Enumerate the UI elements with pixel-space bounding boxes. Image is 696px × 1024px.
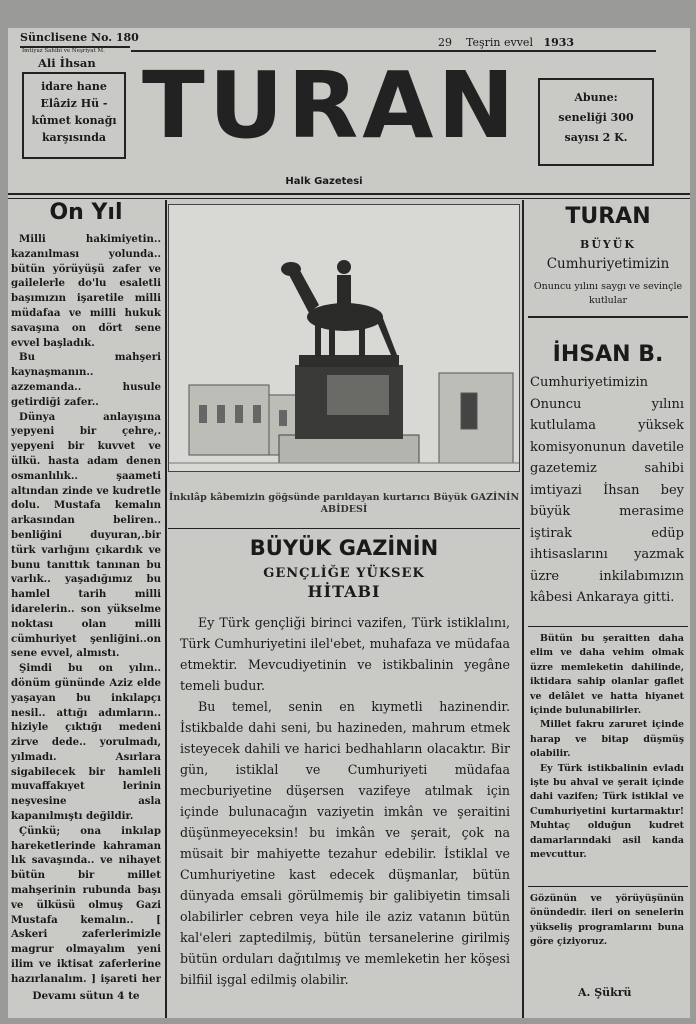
monument-illustration: [169, 205, 520, 472]
date-line: [438, 36, 574, 49]
left-paragraph: Dünya anlayışına yepyeni bir çehre,. yepyeni bir kuvvet ve ülkü. hasta adam denen osmanlılık.. şaameti altından zinde ve kudretle dolu. Mustafa kemalın arkasından beliren.. benliğini duyuran,.bir türk varlığını çıkardık ve bunu tanıttık tanınan bu varlık.. yaşadığımız bu hamlel tarih milli idarelerin.. son yükselme noktası olan milli cümhuriyet şenliğini..on sene evvel, almıstı.: [11, 410, 161, 660]
masthead-rule: [8, 193, 690, 195]
left-paragraph: Şimdi bu on yılın.. dönüm gününde Aziz elde yaşayan bu inkılapçı nesil.. attığı adımların.. hiziyle çıktığı medeni zirve dede.. yorulmadı, yılmadı. Asırlara sigabilecek bir hamleli muvaffakıyet lerinin neşvesine asla kapanılmıştı değildir.: [11, 662, 161, 823]
article-paragraph: Bu temel, senin en kıymetli hazinendir. İstikbalde dahi seni, bu hazineden, mahrum etmek isteyecek dahili ve harici bedhahların olacaktır. Bir gün, istiklal ve Cumhuriyeti müdafaa mecburiyetine düşersen vazifeye atılmak için içinde bulunacağın vaziyetin imkân ve şeraitini düşünmeyeceksin! bu imkân ve şerait, çok na müsait bir mahiyette tezahur edebilir. İstiklal ve Cumhuriyetine kast edecek düşmanlar, bütün dünyada emsali görülmemiş bir galibiyetin timsali olabilirler cebren veya hile ile aziz vatanın bütün kal'eleri zaptedilmiş, bütün tersanelerine girilmiş bütün orduları dağıtılmış ve memleketin her köşesi bilfiil işgal edilmiş olabilir.: [180, 699, 510, 987]
subscription-line: sayısı 2 K.: [564, 131, 628, 144]
right-box-paragraph: Bütün bu şeraitten daha elim ve daha vehim olmak üzre memleketin dahilinde, iktidara sahip olanlar gaflet ve delâlet ve hatta hiyanet içinde bulunabilirler.: [530, 633, 684, 717]
article-title: BÜYÜK GAZİNİN: [249, 536, 439, 560]
right-box-text: [530, 632, 684, 882]
masthead-title: TURAN: [142, 52, 519, 159]
subscription-line: Abune:: [574, 91, 618, 104]
left-paragraph: Çünkü; ona inkılap hareketlerinde kahraman lık savaşında.. ve nihayet bütün bir millet mahşerinin rubunda başı ve ülküsü olmuş Gazi Mustafa kemalın.. [ Askeri zaferlerimizle magrur olmayalım yeni ilim ve iktisat zaferlerine hazırlanalım. ] işareti her: [11, 824, 161, 985]
signature: A. Şükrü: [578, 986, 632, 999]
address-box: [22, 72, 126, 159]
masthead-subtitle: Halk Gazetesi: [285, 176, 363, 187]
newspaper-page: [8, 28, 690, 1018]
address-line: karşısında: [41, 131, 107, 144]
article-subtitle-2: HİTABI: [307, 582, 381, 601]
left-column-text: [11, 232, 161, 986]
date-year: 1933: [543, 36, 575, 49]
article-body: [180, 612, 510, 1012]
date-month: Teşrin evvel: [466, 36, 533, 49]
left-paragraph: Milli hakimiyetin.. kazanılması yolunda.. bütün yörüyüşü zafer ve gailelerle do'lu esaletli başımızın işaretile milli müdafaa ve milli hukuk savaşına on dört sene evvel başladık.: [11, 233, 161, 349]
masthead-rule-thin: [8, 198, 690, 199]
right-rule-1: [528, 316, 688, 318]
address-line: Elâziz Hü -: [40, 97, 108, 110]
right-sub-1: BÜYÜK: [580, 238, 636, 251]
monument-photo: [168, 204, 520, 472]
right-main-text: Cumhuriyetimizin Onuncu yılını kutlulama yüksek komisyonunun davetile gazetemiz sahibi imtiyazi İhsan bey büyük merasime iştirak edüp ihtisaslarını yazmak üzre inkilabımızın kâbesi Ankaraya gitti.: [530, 375, 684, 605]
owner-caption: İmtiyaz Sahibi ve Neşriyat M.: [22, 48, 105, 54]
right-sub-3: Onuncu yılını saygı ve sevinçle kutlular: [533, 281, 683, 306]
subscription-line: seneliği 300: [558, 111, 634, 124]
right-sub-2: Cumhuriyetimizin: [546, 256, 670, 272]
article-subtitle: GENÇLİĞE YÜKSEK: [263, 566, 425, 581]
subscription-box: [538, 78, 654, 166]
right-box-paragraph: Ey Türk istikbalinin evladı işte bu ahval ve şerait içinde dahi vazifen; Türk istiklal ve Cumhuriyetini kurtarmaktır! Muhtaç olduğun kudret damarlarındaki asil kanda mevcuttur.: [530, 762, 684, 861]
right-closing: Gözünün ve yörüyüşünün önündedir. ileri on senelerin yükseliş programlarını buna göre çiziyoruz.: [530, 893, 684, 948]
owner-name: Ali İhsan: [38, 56, 96, 70]
left-paragraph: Bu mahşeri kaynaşmanın.. azzemanda.. husule getirdiği zafer..: [11, 351, 161, 408]
photo-caption: İnkılâp kâbemizin göğsünde parıldayan kurtarıcı Büyük GAZİNİN ABİDESİ: [168, 492, 520, 515]
right-heading: TURAN: [565, 204, 651, 229]
left-continued: Devamı sütun 4 te: [32, 990, 140, 1002]
column-divider-right: [522, 200, 524, 1018]
address-line: kûmet konağı: [31, 114, 117, 127]
caption-rule: [168, 528, 520, 529]
right-heading-2: İHSAN B.: [552, 342, 664, 367]
column-divider-left: [165, 200, 167, 1018]
left-column-heading: On Yıl: [49, 200, 123, 225]
right-rule-3: [528, 886, 688, 887]
date-day: 29: [438, 36, 452, 49]
address-line: idare hane: [41, 80, 107, 93]
article-paragraph: Ey Türk gençliği birinci vazifen, Türk istiklalını, Türk Cumhuriyetini ilel'ebet, muhafaza ve müdafaa etmektir. Mevcudiyetinin ve istikbalinin yegâne temeli budur.: [180, 615, 510, 693]
right-rule-2: [528, 626, 688, 627]
right-box-paragraph: Millet fakru zaruret içinde harap ve bitap düşmüş olabilir.: [530, 719, 684, 760]
issue-number: Sünclisene No. 180: [20, 31, 139, 44]
